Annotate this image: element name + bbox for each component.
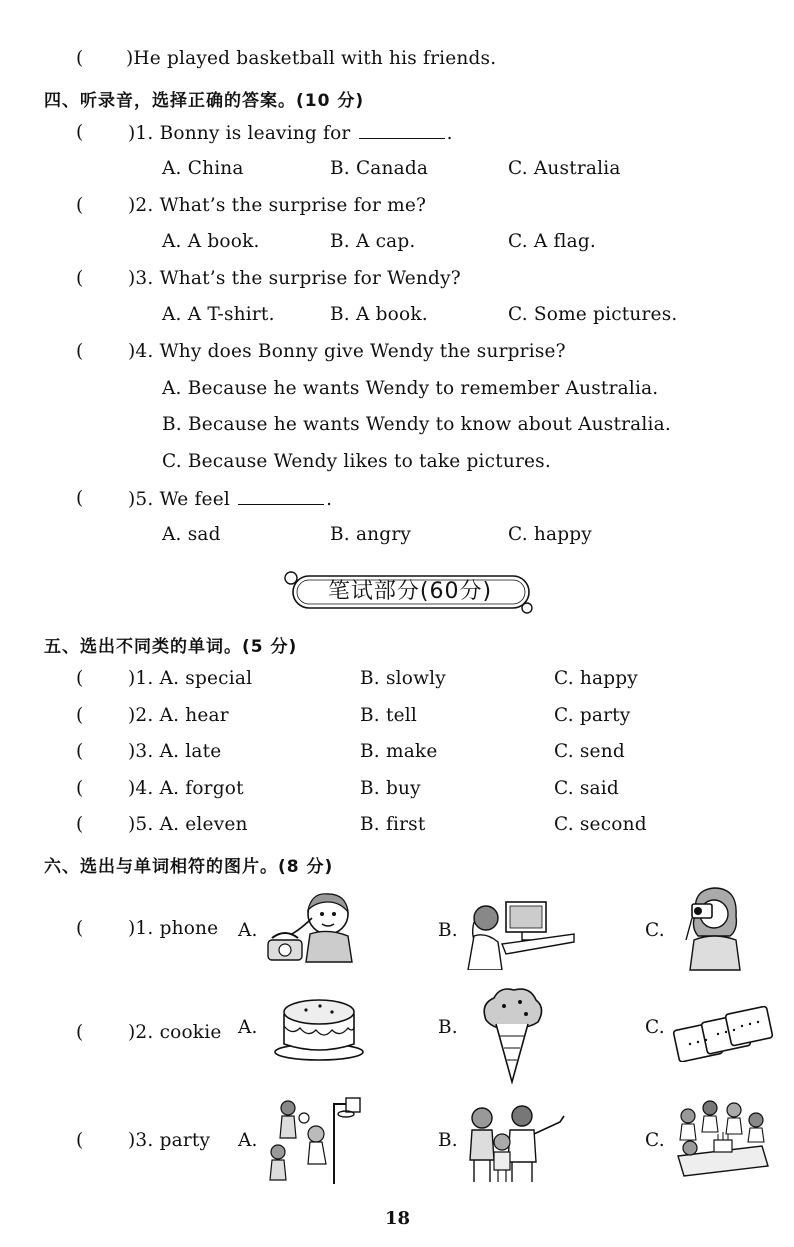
kids-basketball-picture[interactable] (264, 1094, 362, 1186)
answer-paren: ( (76, 705, 84, 726)
s5-option-c: C. second (554, 814, 647, 835)
s4-q4: )4. Why does Bonny give Wendy the surprise? (128, 341, 566, 362)
s4-q5-option-a: A. sad (162, 524, 221, 545)
answer-paren: ( (76, 778, 84, 799)
s4-q4-option-c: C. Because Wendy likes to take pictures. (162, 451, 551, 472)
s4-q4-option-a: A. Because he wants Wendy to remember Australia. (162, 378, 659, 399)
s4-q1-option-a: A. China (162, 158, 244, 179)
s5-option-b: B. tell (360, 705, 417, 726)
written-part-banner (283, 570, 537, 614)
banner-text: 笔试部分(60分) (327, 579, 493, 604)
answer-blank[interactable] (359, 122, 445, 139)
s5-row: )2. A. hear (128, 705, 229, 726)
answer-paren: ( (76, 122, 84, 143)
answer-paren: ( (76, 341, 84, 362)
s6-option-a-label: A. (238, 1017, 258, 1038)
s4-q2-option-c: C. A flag. (508, 231, 597, 252)
answer-paren: ( (76, 195, 84, 216)
cookies-picture[interactable] (672, 1006, 774, 1062)
s5-option-c: C. send (554, 741, 625, 762)
s5-row: )3. A. late (128, 741, 222, 762)
ice-cream-picture[interactable] (476, 986, 546, 1084)
answer-paren: ( (76, 1130, 84, 1151)
s6-row-party: )3. party (128, 1130, 211, 1151)
s5-option-c: C. happy (554, 668, 638, 689)
s6-option-a-label: A. (238, 920, 258, 941)
s5-row: )1. A. special (128, 668, 253, 689)
s5-option-c: C. said (554, 778, 619, 799)
answer-paren: ( (76, 268, 84, 289)
s4-q2: )2. What’s the surprise for me? (128, 195, 427, 216)
answer-paren-open: ( (76, 48, 84, 69)
s4-q1: )1. Bonny is leaving for . (128, 123, 453, 144)
cake-picture[interactable] (272, 992, 366, 1062)
s5-option-c: C. party (554, 705, 631, 726)
answer-paren: ( (76, 1022, 84, 1043)
answer-paren: ( (76, 741, 84, 762)
s4-q5: )5. We feel . (128, 489, 333, 510)
s6-option-c-label: C. (645, 920, 665, 941)
boy-on-phone-picture[interactable] (262, 888, 362, 968)
page-number: 18 (385, 1208, 411, 1229)
s4-q3-option-b: B. A book. (330, 304, 428, 325)
s5-row: )4. A. forgot (128, 778, 244, 799)
s4-q2-option-a: A. A book. (162, 231, 260, 252)
section5-heading: 五、选出不同类的单词。(5 分) (44, 637, 298, 657)
s6-option-b-label: B. (438, 1130, 458, 1151)
s4-q3: )3. What’s the surprise for Wendy? (128, 268, 461, 289)
s6-option-b-label: B. (438, 1017, 458, 1038)
s5-option-b: B. first (360, 814, 426, 835)
s4-q5-option-c: C. happy (508, 524, 592, 545)
woman-at-computer-picture[interactable] (462, 898, 576, 970)
answer-blank[interactable] (238, 488, 324, 505)
s6-row-cookie: )2. cookie (128, 1022, 222, 1043)
s6-row-phone: )1. phone (128, 918, 219, 939)
answer-paren: ( (76, 488, 84, 509)
woman-with-camera-picture[interactable] (682, 884, 744, 972)
s6-option-a-label: A. (238, 1130, 258, 1151)
birthday-party-picture[interactable] (668, 1096, 772, 1180)
s4-q1-option-b: B. Canada (330, 158, 429, 179)
s4-q5-option-b: B. angry (330, 524, 412, 545)
s5-option-b: B. buy (360, 778, 421, 799)
s6-option-c-label: C. (645, 1130, 665, 1151)
section4-heading: 四、听录音，选择正确的答案。(10 分) (44, 91, 365, 111)
answer-paren: ( (76, 814, 84, 835)
family-picture[interactable] (460, 1102, 568, 1184)
section6-heading: 六、选出与单词相符的图片。(8 分) (44, 857, 334, 877)
s4-q3-option-a: A. A T-shirt. (162, 304, 275, 325)
s5-row: )5. A. eleven (128, 814, 248, 835)
s4-q3-option-c: C. Some pictures. (508, 304, 678, 325)
answer-paren: ( (76, 918, 84, 939)
top-line-text: )He played basketball with his friends. (126, 48, 497, 69)
s4-q4-option-b: B. Because he wants Wendy to know about Australia. (162, 414, 671, 435)
s5-option-b: B. make (360, 741, 438, 762)
s6-option-b-label: B. (438, 920, 458, 941)
s4-q1-option-c: C. Australia (508, 158, 621, 179)
answer-paren: ( (76, 668, 84, 689)
s6-option-c-label: C. (645, 1017, 665, 1038)
s4-q2-option-b: B. A cap. (330, 231, 416, 252)
s5-option-b: B. slowly (360, 668, 446, 689)
